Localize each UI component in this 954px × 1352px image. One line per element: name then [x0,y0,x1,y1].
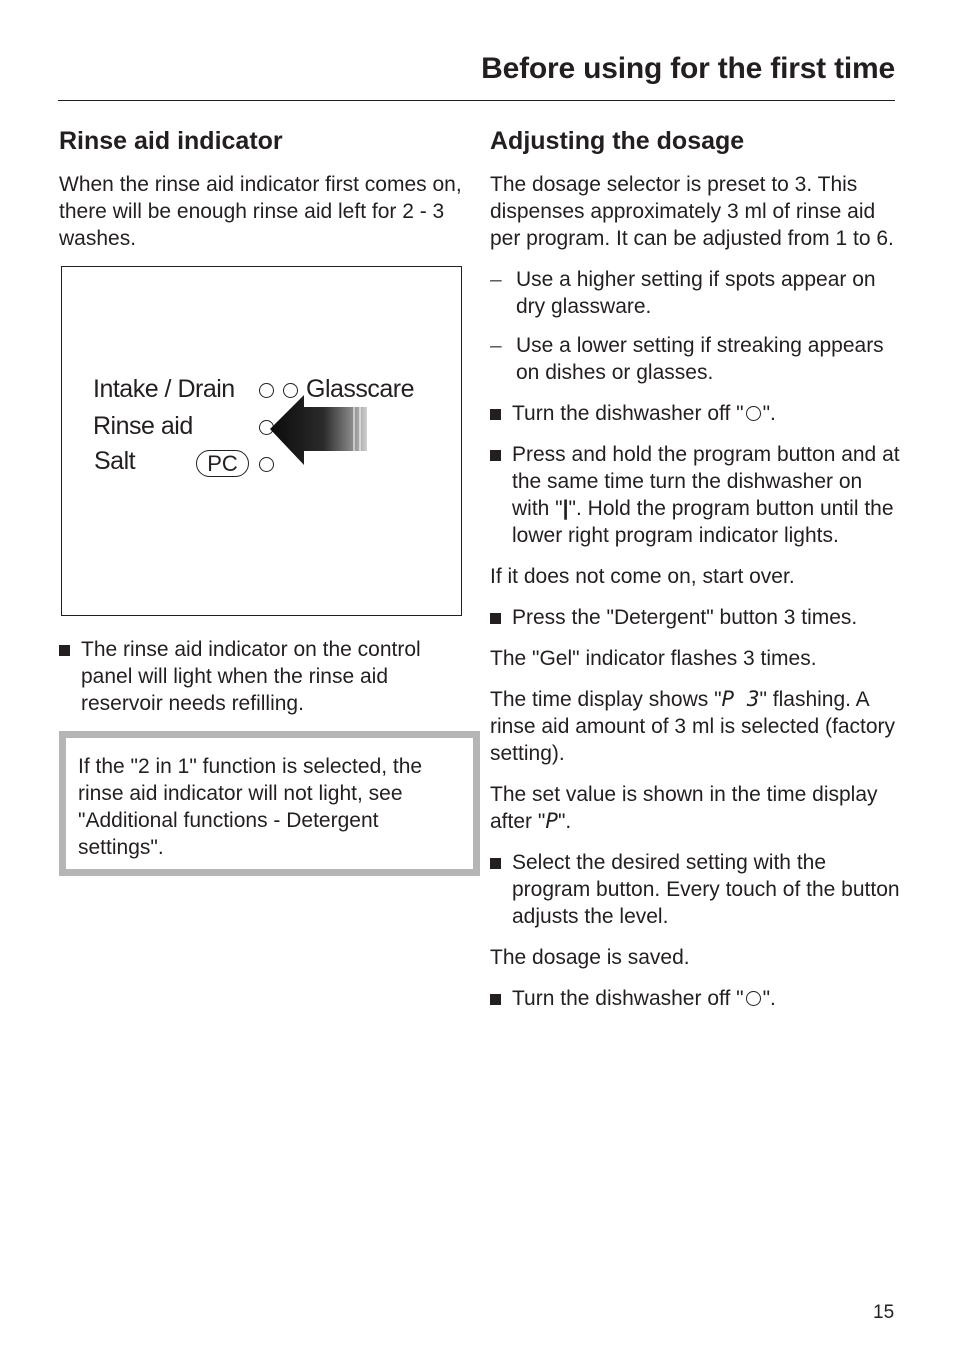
gel-text: The "Gel" indicator flashes 3 times. [490,647,817,670]
step-press-hold [490,441,900,549]
dosage-heading: Adjusting the dosage [490,127,745,155]
square-bullet-icon [490,450,501,461]
step-text: Press and hold the program button and at the same time turn the dishwasher on with " [512,443,900,520]
rinse-aid-bullet [59,636,467,717]
step-text-end: ". [762,987,776,1010]
rinse-aid-intro: When the rinse aid indicator first comes on, there will be enough rinse aid left for 2 - 3 washes. [59,173,462,250]
time-text-b: " flashing. A rinse aid amount of 3 ml is selected (factory setting). [490,688,896,765]
rinse-aid-heading: Rinse aid indicator [59,127,283,155]
intake-drain-label: Intake / Drain [93,375,235,403]
pointer-arrow-icon [270,395,370,467]
step-text: Turn the dishwasher off " [512,987,744,1010]
control-panel-figure [61,266,462,616]
display-code-p3: P 3 [721,687,760,711]
page-number: 15 [873,1302,895,1323]
dash-text: Use a lower setting if streaking appears on dishes or glasses. [516,334,884,384]
left-column [59,124,467,876]
header-rule [58,100,895,101]
note-text: If the "2 in 1" function is selected, the rinse aid indicator will not light, see "Additional functions - Detergent settings". [78,755,423,859]
saved-text: The dosage is saved. [490,946,690,969]
salt-label: Salt [94,447,136,475]
step-select-setting [490,849,900,930]
time-text-a: The time display shows " [490,688,722,711]
step-text-end: ". [762,402,776,425]
square-bullet-icon [490,613,501,624]
display-code-p: P [545,809,558,833]
square-bullet-icon [59,645,70,656]
rinse-aid-label: Rinse aid [93,412,193,440]
dosage-intro: The dosage selector is preset to 3. This dispenses approximately 3 ml of rinse aid per program. It can be adjusted from 1 to 6. [490,173,894,250]
dash-item-higher [490,266,900,320]
step-text: Select the desired setting with the program button. Every touch of the button adjusts the level. [512,851,900,928]
step-turn-off-final [490,985,900,1012]
step-detergent [490,604,900,631]
set-value-text [490,781,900,835]
glasscare-label: Glasscare [306,375,415,403]
off-symbol-icon [746,406,761,421]
bullet-text: The rinse aid indicator on the control panel will light when the rinse aid reservoir needs refilling. [81,638,421,715]
dash-item-lower [490,332,900,386]
step-turn-off [490,400,900,427]
square-bullet-icon [490,858,501,869]
restart-text: If it does not come on, start over. [490,565,795,588]
page-header-title: Before using for the first time [481,52,895,85]
off-symbol-icon [746,991,761,1006]
dash-bullet-icon: – [490,268,502,291]
square-bullet-icon [490,994,501,1005]
step-text: Press the "Detergent" button 3 times. [512,606,858,629]
right-column [490,124,900,1026]
on-symbol-icon: | [562,497,569,520]
note-box [59,731,480,876]
square-bullet-icon [490,409,501,420]
time-display-text [490,686,900,767]
set-text-b: ". [557,810,572,833]
set-text-a: The set value is shown in the time display after " [490,783,878,833]
pc-button: PC [196,450,249,477]
step-text-end: ". Hold the program button until the lower right program indicator lights. [512,497,894,547]
dash-text: Use a higher setting if spots appear on dry glassware. [516,268,876,318]
step-text: Turn the dishwasher off " [512,402,744,425]
dash-bullet-icon: – [490,334,502,357]
